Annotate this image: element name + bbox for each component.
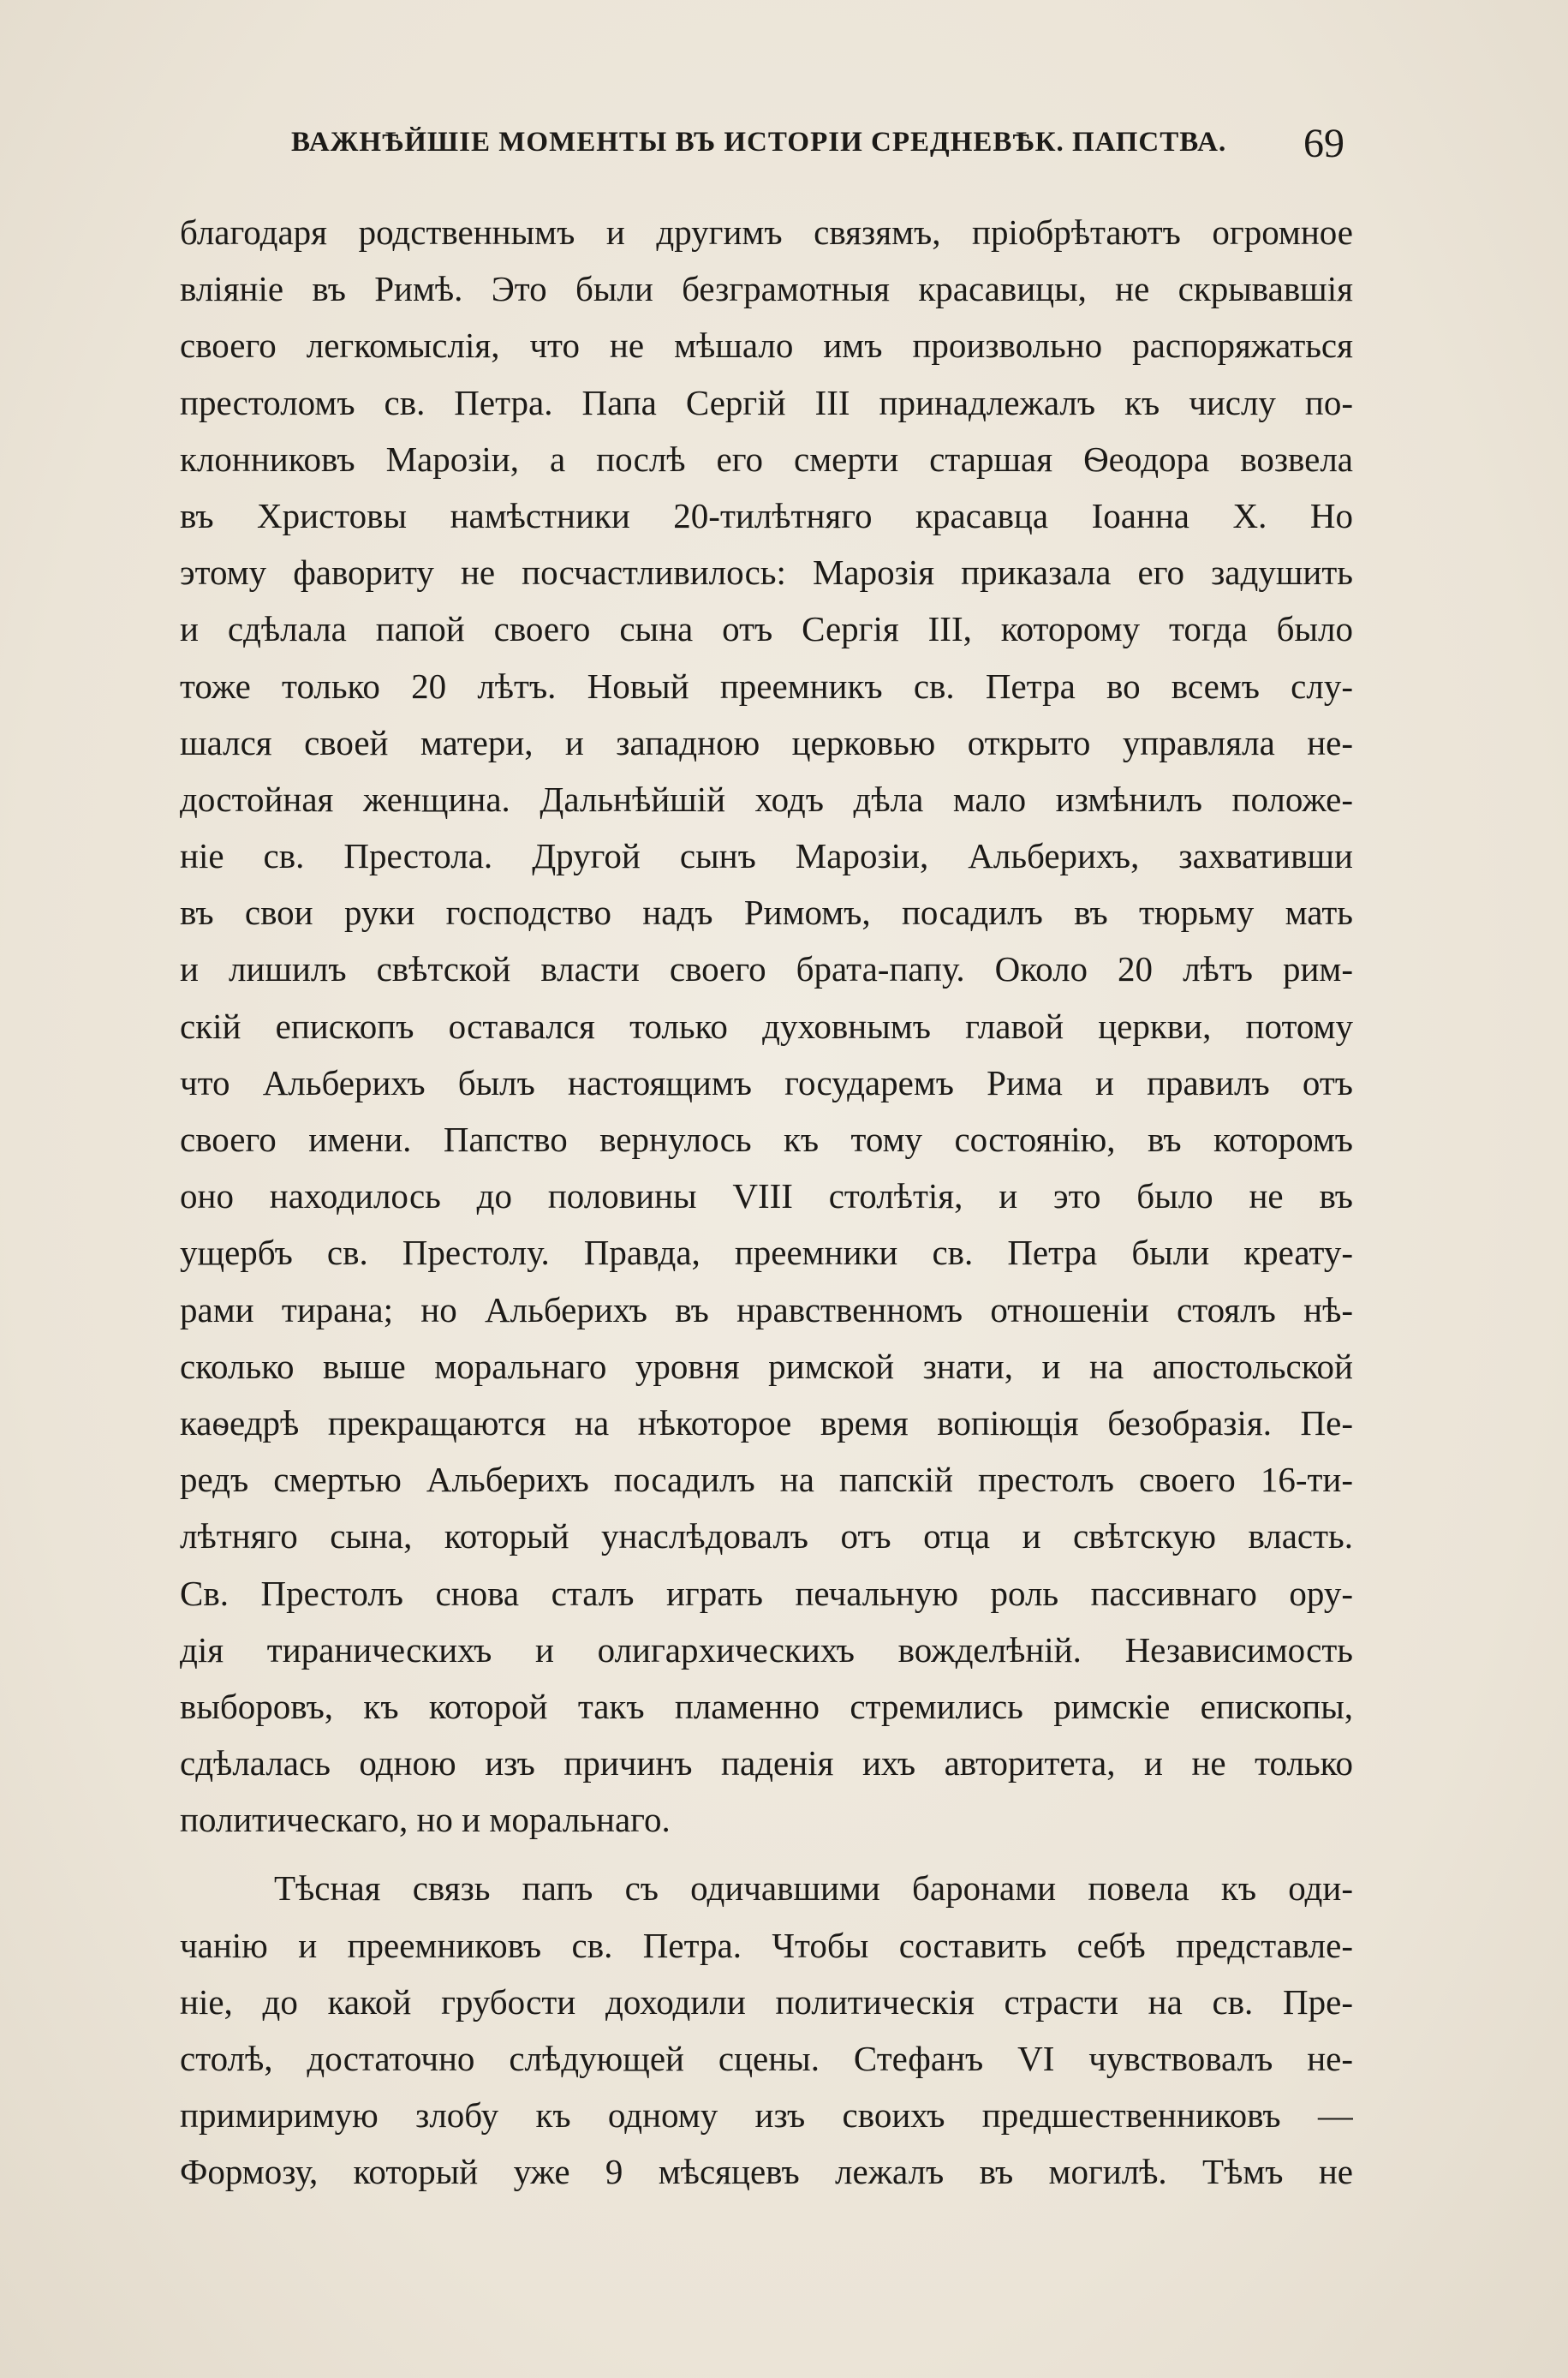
text-line: сдѣлалась одною изъ причинъ паденія ихъ авторитета, и не только [180,1743,1353,1784]
text-line: скій епископъ оставался только духовнымъ главой церкви, потому [180,1006,1353,1046]
text-line: Св. Престолъ снова сталъ играть печальную роль пассивнаго ору- [180,1573,1353,1613]
text-line: чанію и преемниковъ св. Петра. Чтобы составить себѣ представле- [180,1925,1353,1965]
text-line: каѳедрѣ прекращаются на нѣкоторое время вопіющія безобразія. Пе- [180,1402,1353,1443]
text-line: что Альберихъ былъ настоящимъ государемъ Рима и правилъ отъ [180,1062,1353,1102]
text-line: этому фавориту не посчастливилось: Марозія приказала его задушить [180,553,1353,593]
text-line: Формозу, который уже 9 мѣсяцевъ лежалъ въ могилѣ. Тѣмъ не [180,2152,1353,2192]
paragraph-2 [180,1860,1353,2200]
text-line: рами тирана; но Альберихъ въ нравственномъ отношеніи стоялъ нѣ- [180,1289,1353,1329]
text-line: своего легкомыслія, что не мѣшало имъ произвольно распоряжаться [180,326,1353,366]
page-header [291,120,1344,171]
text-line: клонниковъ Марозіи, а послѣ его смерти старшая Ѳеодора возвела [180,439,1353,479]
text-line: дія тираническихъ и олигархическихъ вожделѣній. Независимость [180,1629,1353,1670]
paragraph-1 [180,204,1353,1848]
page-number: 69 [1303,121,1344,166]
text-line: въ Христовы намѣстники 20-тилѣтняго красавца Іоанна X. Но [180,495,1353,535]
text-line: примиримую злобу къ одному изъ своихъ предшественниковъ — [180,2095,1353,2136]
text-line: тоже только 20 лѣтъ. Новый преемникъ св. Петра во всемъ слу- [180,666,1353,706]
text-line: благодаря родственнымъ и другимъ связямъ, пріобрѣтаютъ огромное [180,212,1353,252]
text-line: вліяніе въ Римѣ. Это были безграмотныя красавицы, не скрывавшія [180,269,1353,309]
paragraph-gap [180,1848,1353,1860]
text-line: сколько выше моральнаго уровня римской знати, и на апостольской [180,1346,1353,1386]
text-line: въ свои руки господство надъ Римомъ, посадилъ въ тюрьму мать [180,893,1353,933]
text-line: ніе св. Престола. Другой сынъ Марозіи, Альберихъ, захвативши [180,836,1353,876]
text-line: своего имени. Папство вернулось къ тому состоянію, въ которомъ [180,1120,1353,1159]
text-line: и лишилъ свѣтской власти своего брата-папу. Около 20 лѣтъ рим- [180,949,1353,989]
text-line: и сдѣлала папой своего сына отъ Сергія III, которому тогда было [180,609,1353,649]
text-line: оно находилось до половины VIII столѣтія, и это было не въ [180,1176,1353,1216]
text-line: ніе, до какой грубости доходили политическія страсти на св. Пре- [180,1981,1353,2022]
text-line: лѣтняго сына, который унаслѣдовалъ отъ отца и свѣтскую власть. [180,1516,1353,1556]
text-line: шался своей матери, и западною церковью открыто управляла не- [180,722,1353,762]
text-line: достойная женщина. Дальнѣйшій ходъ дѣла мало измѣнилъ положе- [180,779,1353,819]
text-line: Тѣсная связь папъ съ одичавшими баронами повела къ оди- [274,1868,1353,1909]
text-line: столѣ, достаточно слѣдующей сцены. Стефанъ VI чувствовалъ не- [180,2039,1353,2078]
text-line: политическаго, но и моральнаго. [180,1800,671,1840]
text-line: выборовъ, къ которой такъ пламенно стремились римскіе епископы, [180,1686,1353,1726]
text-line: ущербъ св. Престолу. Правда, преемники св. Петра были креату- [180,1233,1353,1273]
text-line: редъ смертью Альберихъ посадилъ на папскій престолъ своего 16-ти- [180,1460,1353,1500]
text-line: престоломъ св. Петра. Папа Сергій III принадлежалъ къ числу по- [180,382,1353,422]
running-title: ВАЖНѢЙШІЕ МОМЕНТЫ ВЪ ИСТОРІИ СРЕДНЕВѢК. ПАПСТВА. [291,127,1227,158]
body-text [180,204,1353,2201]
